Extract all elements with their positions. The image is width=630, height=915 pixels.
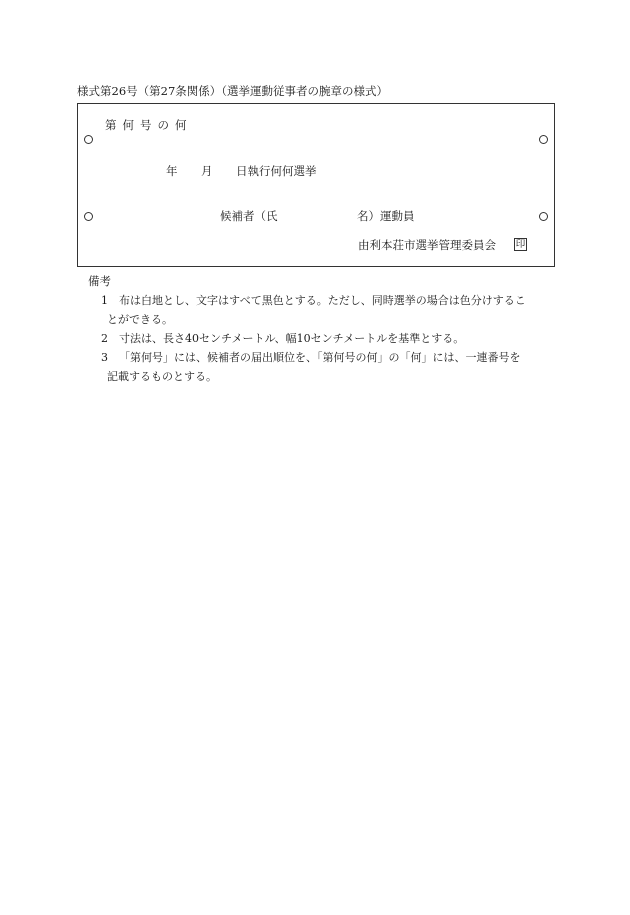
grommet-circle-bottom-left: [84, 212, 93, 221]
note-text-continuation: 記載するものとする。: [107, 370, 217, 383]
notes-heading: 備考: [88, 274, 111, 288]
grommet-circle-bottom-right: [539, 212, 548, 221]
armband-date-month: 月: [201, 164, 213, 178]
note-number: 1: [101, 294, 108, 307]
seal-stamp: 印: [515, 239, 526, 250]
note-text-continuation: とができる。: [107, 313, 173, 326]
armband-candidate-suffix: 名）運動員: [357, 209, 415, 223]
note-text: 布は白地とし、文字はすべて黒色とする。ただし、同時選挙の場合は色分けするこ: [119, 294, 526, 307]
note-text: 寸法は、長さ40センチメートル、幅10センチメートルを基準とする。: [119, 332, 465, 345]
armband-number-label: 第何号の何: [105, 118, 193, 132]
note-number: 3: [101, 351, 108, 364]
armband-date-year: 年: [166, 164, 178, 178]
armband-candidate-prefix: 候補者（氏: [220, 209, 278, 223]
note-text: 「第何号」には、候補者の届出順位を、「第何号の何」の「何」には、一連番号を: [119, 351, 521, 364]
armband-committee-name: 由利本荘市選挙管理委員会: [358, 238, 496, 252]
grommet-circle-top-left: [84, 135, 93, 144]
note-number: 2: [101, 332, 108, 345]
form-title: 様式第26号（第27条関係）（選挙運動従事者の腕章の様式）: [77, 84, 389, 98]
grommet-circle-top-right: [539, 135, 548, 144]
armband-date-election: 日執行何何選挙: [236, 164, 317, 178]
